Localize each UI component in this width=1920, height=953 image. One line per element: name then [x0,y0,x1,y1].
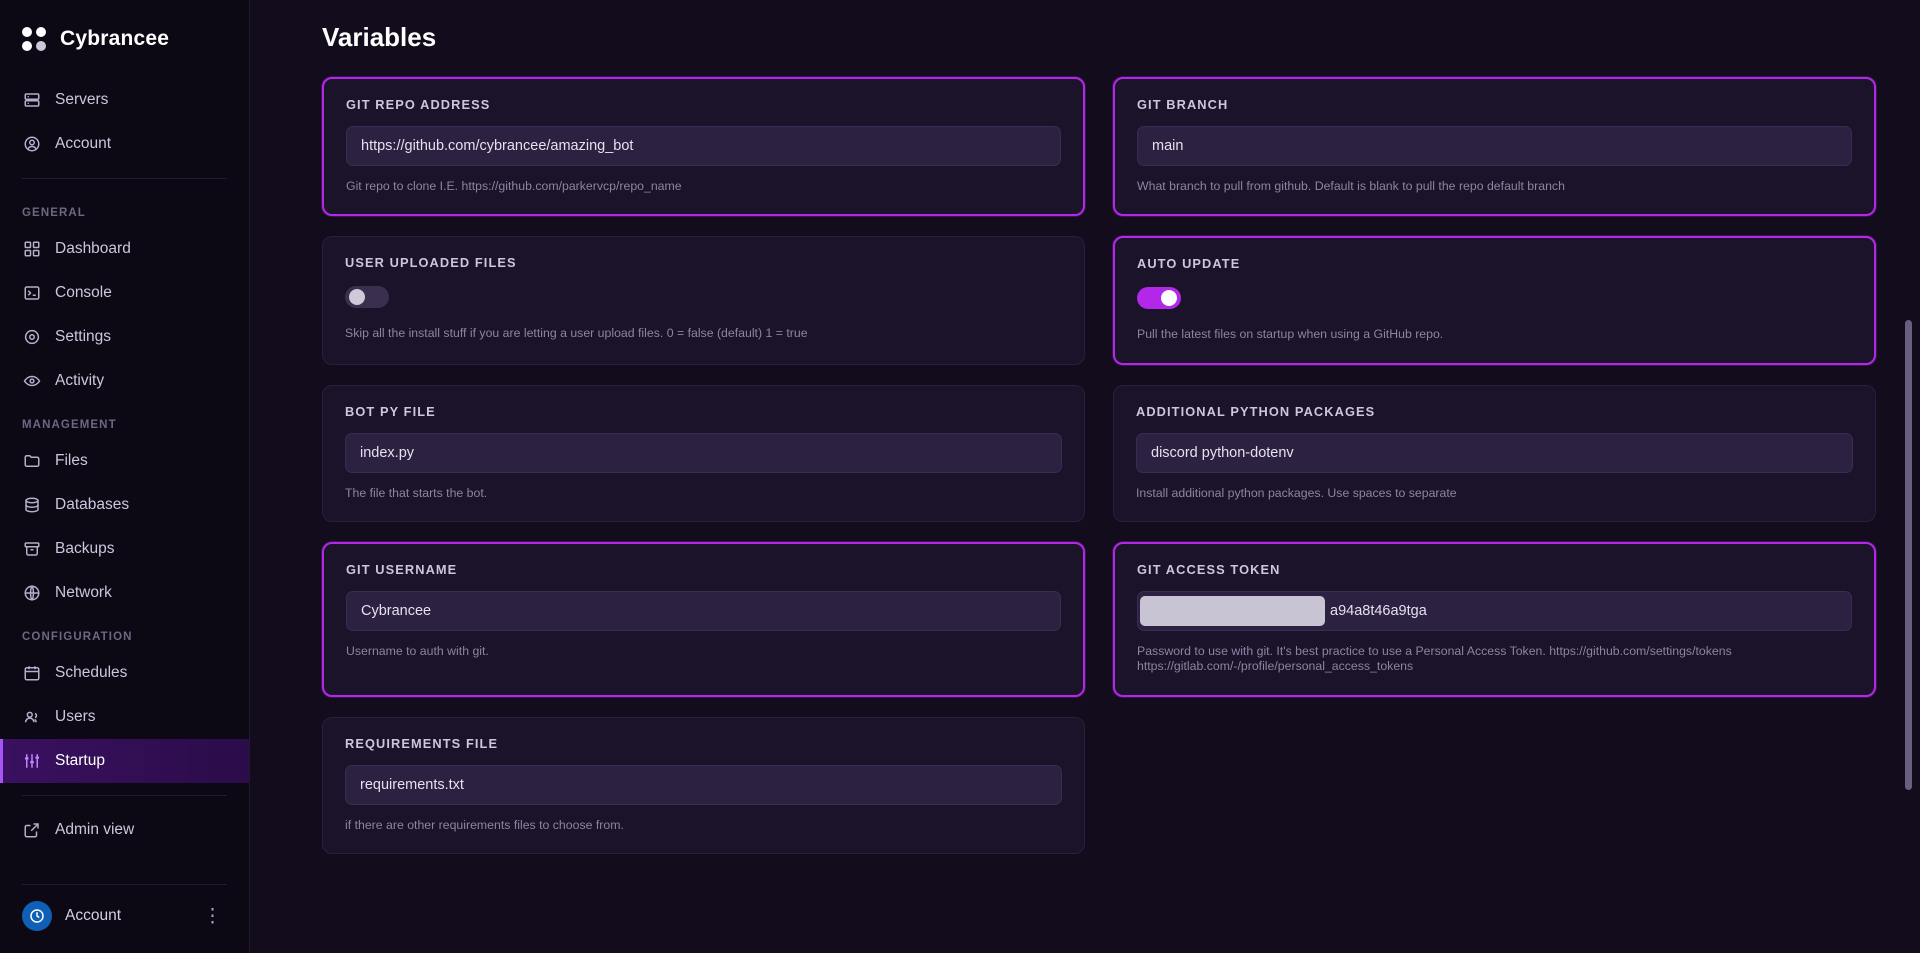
sidebar-item-label: Servers [55,91,109,108]
sidebar-item-schedules[interactable] [0,651,249,695]
sidebar-section-management: MANAGEMENT [22,419,117,431]
brand-name: Cybrancee [60,27,170,50]
variable-card-auto-update [1113,236,1876,364]
variable-hint: Skip all the install stuff if you are letting a user upload files. 0 = false (default) 1 = true [345,326,808,341]
variable-label: GIT ACCESS TOKEN [1137,562,1281,578]
variable-cell [322,532,1085,707]
variable-cell [322,375,1085,532]
sidebar-divider-2 [22,795,227,796]
auto-update-toggle[interactable] [1137,287,1181,309]
git-repo-address-input[interactable] [346,126,1061,166]
sidebar-nav [0,74,249,852]
folder-icon [22,452,41,471]
variable-hint: Password to use with git. It's best practice to use a Personal Access Token. https://github.com/settings/tokens https://gitlab.com/-/profile/personal_access_tokens [1137,644,1732,674]
brand[interactable] [0,0,249,74]
network-icon [22,584,41,603]
sidebar-item-label: Backups [55,540,115,557]
additional-python-packages-input[interactable] [1136,433,1853,473]
activity-icon [22,372,41,391]
user-uploaded-files-toggle[interactable] [345,286,389,308]
sidebar-section-general: GENERAL [22,207,86,219]
main-content [250,0,1920,953]
variable-card-git-branch [1113,77,1876,216]
variable-cell [1113,375,1876,532]
external-link-icon [22,821,41,840]
bot-py-file-input[interactable] [345,433,1062,473]
logo-icon [22,26,48,52]
variable-cell [1113,532,1876,707]
scrollbar-thumb[interactable] [1905,320,1912,790]
git-access-token-input[interactable] [1137,591,1852,631]
variable-label: REQUIREMENTS FILE [345,735,499,751]
sidebar-item-label: Account [55,135,112,152]
account-icon [22,135,41,154]
variable-card-git-repo-address [322,77,1085,216]
variable-hint: Install additional python packages. Use spaces to separate [1136,485,1457,500]
variable-hint: Pull the latest files on startup when using a GitHub repo. [1137,327,1444,342]
variable-hint: Username to auth with git. [346,644,489,659]
sidebar-section-configuration: CONFIGURATION [22,631,133,643]
footer-account-row[interactable] [22,901,227,931]
variable-cell [1113,67,1876,226]
variable-label: ADDITIONAL PYTHON PACKAGES [1136,403,1376,419]
sidebar-item-label: Network [55,584,112,601]
footer-account-label: Account [65,907,122,924]
server-icon [22,91,41,110]
variable-card-additional-python-packages [1113,385,1876,522]
footer-divider [22,884,227,885]
sidebar-item-activity[interactable] [0,359,249,403]
backup-icon [22,540,41,559]
git-username-input[interactable] [346,591,1061,631]
sidebar-item-label: Schedules [55,664,128,681]
settings-icon [22,328,41,347]
sidebar-divider [22,178,227,179]
sliders-icon [22,752,41,771]
sidebar-item-account[interactable] [0,122,249,166]
variable-label: BOT PY FILE [345,403,436,419]
sidebar-footer [0,884,249,953]
avatar [22,901,52,931]
sidebar-item-databases[interactable] [0,483,249,527]
variable-card-git-username [322,542,1085,697]
toggle-wrap [1137,285,1852,314]
console-icon [22,284,41,303]
sidebar-item-label: Settings [55,328,112,345]
sidebar-item-label: Activity [55,372,105,389]
variable-label: GIT USERNAME [346,562,458,578]
variable-label: GIT REPO ADDRESS [346,97,491,112]
sidebar-item-users[interactable] [0,695,249,739]
variable-label: AUTO UPDATE [1137,256,1241,272]
variable-label: USER UPLOADED FILES [345,255,517,271]
variable-hint: The file that starts the bot. [345,485,488,500]
toggle-wrap [345,284,1062,313]
variable-cell [322,226,1085,374]
sidebar [0,0,250,953]
database-icon [22,496,41,515]
calendar-icon [22,664,41,683]
variable-cell [322,707,1085,864]
variable-card-git-access-token [1113,542,1876,697]
git-access-token-value: a94a8t46a9tga [1330,603,1427,620]
page-title: Variables [322,22,437,52]
sidebar-item-label: Startup [55,752,105,769]
variables-grid [294,67,1876,864]
variable-cell [322,67,1085,226]
masked-value-overlay [1140,596,1325,626]
dashboard-icon [22,240,41,259]
sidebar-item-startup[interactable] [0,739,249,783]
sidebar-item-settings[interactable] [0,315,249,359]
sidebar-item-backups[interactable] [0,527,249,571]
variable-hint: Git repo to clone I.E. https://github.com/parkervcp/repo_name [346,179,682,193]
sidebar-item-admin-view[interactable] [0,808,249,852]
variable-card-requirements-file [322,717,1085,854]
sidebar-item-servers[interactable] [0,78,249,122]
variable-card-bot-py-file [322,385,1085,522]
kebab-menu-icon[interactable]: ⋮ [203,905,223,927]
sidebar-item-label: Dashboard [55,240,131,257]
sidebar-item-console[interactable] [0,271,249,315]
variable-label: GIT BRANCH [1137,97,1229,112]
sidebar-item-label: Files [55,452,88,469]
sidebar-item-label: Users [55,708,96,725]
empty-cell [1113,707,1876,864]
sidebar-item-network[interactable] [0,571,249,615]
sidebar-item-files[interactable] [0,439,249,483]
scrollbar-track[interactable] [1909,0,1916,953]
users-icon [22,708,41,727]
sidebar-item-label: Console [55,284,112,301]
variable-cell [1113,226,1876,374]
variable-hint: What branch to pull from github. Default is blank to pull the repo default branch [1137,179,1565,193]
variable-hint: if there are other requirements files to choose from. [345,817,624,832]
sidebar-item-label: Admin view [55,821,135,838]
variable-card-user-uploaded-files [322,236,1085,364]
git-branch-input[interactable] [1137,126,1852,166]
sidebar-item-dashboard[interactable] [0,227,249,271]
requirements-file-input[interactable] [345,765,1062,805]
sidebar-item-label: Databases [55,496,130,513]
